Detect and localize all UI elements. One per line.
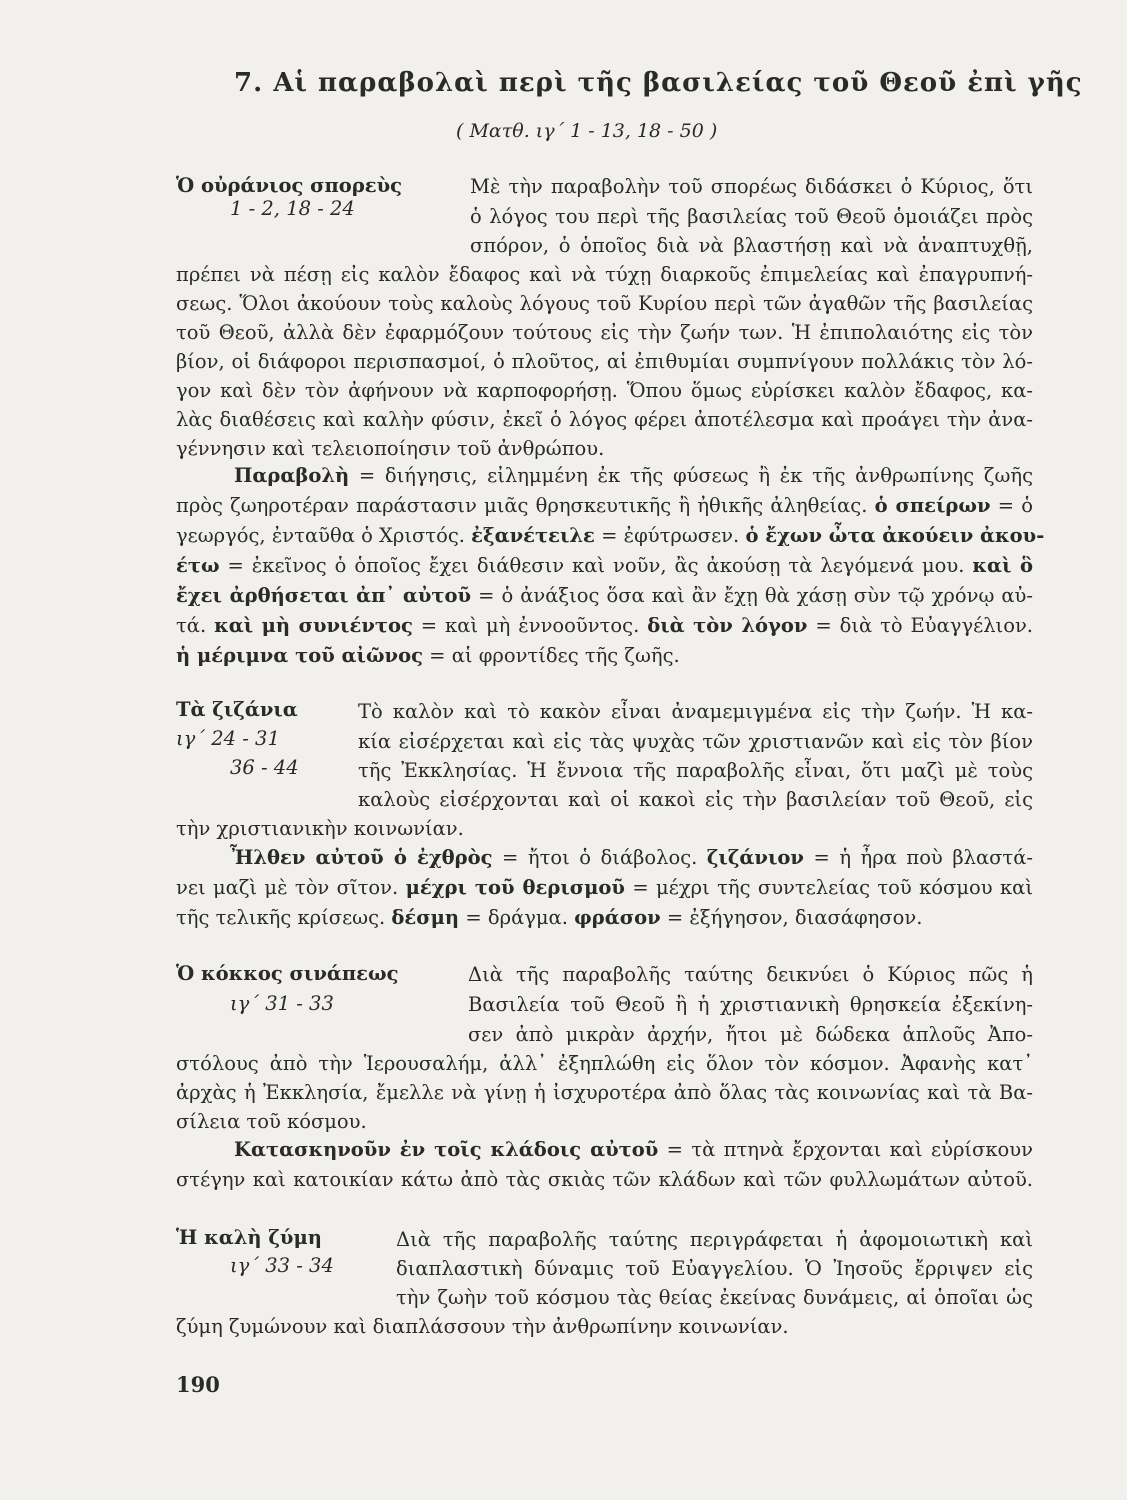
glossary-definition: = ἐκεῖνος ὁ ὁποῖος ἔχει διάθεσιν καὶ νοῦν, ἂς ἀκούσῃ τὰ λεγόμενά μου. <box>219 554 965 577</box>
section-label-sower: Ὁ οὐράνιος σπορεὺς <box>176 174 403 197</box>
text-line: ζύμη ζυμώνουν καὶ διαπλάσσουν τὴν ἀνθρωπίνην κοινωνίαν. <box>176 1315 789 1338</box>
text-line: σεως. Ὅλοι ἀκούουν τοὺς καλοὺς λόγους τοῦ Κυρίου περὶ τῶν ἀγαθῶν τῆς βασιλείας <box>176 292 1033 315</box>
text-line: Βασιλεία τοῦ Θεοῦ ἢ ἡ χριστιανικὴ θρησκεία ἐξεκίνη- <box>468 993 1033 1016</box>
glossary-line <box>234 460 1033 492</box>
chapter-title: 7. Αἱ παραβολαὶ περὶ τῆς βασιλείας τοῦ Θεοῦ ἐπὶ γῆς <box>234 68 1083 98</box>
glossary-term: δέσμη <box>391 906 460 929</box>
glossary-term: ἔχει ἀρθήσεται ἀπ᾽ αὐτοῦ <box>176 584 472 607</box>
text-line: γέννησιν καὶ τελειοποίησιν τοῦ ἀνθρώπου. <box>176 437 605 460</box>
glossary-definition: γεωργός, ἐνταῦθα ὁ Χριστός. <box>176 524 465 547</box>
glossary-line <box>230 842 1033 874</box>
glossary-term: ἐξανέτειλε <box>471 524 595 547</box>
glossary-definition: = διήγησις, εἰλημμένη ἐκ τῆς φύσεως ἢ ἐκ τῆς ἀνθρωπίνης ζωῆς <box>349 464 1033 487</box>
section-ref-tares-2: 36 - 44 <box>230 756 299 779</box>
text-line: ὁ λόγος του περὶ τῆς βασιλείας τοῦ Θεοῦ ὁμοιάζει πρὸς <box>470 205 1033 228</box>
glossary-definition: = μέχρι τῆς συντελείας τοῦ κόσμου καὶ <box>624 876 1033 899</box>
glossary-term: ἡ μέριμνα τοῦ αἰῶνος <box>176 644 423 667</box>
text-line: τὴν χριστιανικὴν κοινωνίαν. <box>176 817 464 840</box>
glossary-definition: = ἐξήγησον, διασάφησον. <box>660 906 923 929</box>
text-line: τοῦ Θεοῦ, ἀλλὰ δὲν ἐφαρμόζουν τούτους εἰς τὴν ζωήν των. Ἡ ἐπιπολαιότης εἰς τὸν <box>176 321 1033 344</box>
section-ref-tares: ιγ΄ 24 - 31 <box>176 727 280 750</box>
text-line: διαπλαστικὴ δύναμις τοῦ Εὐαγγελίου. Ὁ Ἰησοῦς ἔρριψεν εἰς <box>396 1257 1033 1280</box>
section-label-tares: Τὰ ζιζάνια <box>176 698 298 721</box>
glossary-term: φράσον <box>574 906 661 929</box>
text-line: Μὲ τὴν παραβολὴν τοῦ σπορέως διδάσκει ὁ Κύριος, ὅτι <box>470 175 1033 198</box>
section-ref-sower: 1 - 2, 18 - 24 <box>230 197 355 220</box>
glossary-line <box>176 1164 1033 1196</box>
glossary-term: Παραβολὴ <box>234 464 350 487</box>
glossary-definition: = αἱ φροντίδες τῆς ζωῆς. <box>422 644 680 667</box>
text-line: Διὰ τῆς παραβολῆς ταύτης δεικνύει ὁ Κύριος πῶς ἡ <box>468 963 1033 986</box>
glossary-term: ὁ ἔχων ὦτα ἀκούειν ἀκου- <box>745 524 1045 547</box>
glossary-line <box>176 550 1033 582</box>
glossary-line <box>176 872 1033 904</box>
glossary-definition: = δράγμα. <box>459 906 568 929</box>
text-line: σίλεια τοῦ κόσμου. <box>176 1110 367 1133</box>
glossary-line <box>176 640 680 672</box>
text-line: στόλους ἀπὸ τὴν Ἱερουσαλήμ, ἀλλ᾽ ἐξηπλώθη εἰς ὅλον τὸν κόσμον. Ἀφανὴς κατ᾽ <box>176 1052 1033 1075</box>
glossary-line <box>176 610 1033 642</box>
section-label-mustard-seed: Ὁ κόκκος σινάπεως <box>176 962 399 985</box>
text-line: ἀρχὰς ἡ Ἐκκλησία, ἔμελλε νὰ γίνῃ ἡ ἰσχυροτέρα ἀπὸ ὅλας τὰς κοινωνίας καὶ τὰ Βα- <box>176 1081 1033 1104</box>
glossary-definition: τά. <box>176 614 207 637</box>
text-line: λὰς διαθέσεις καὶ καλὴν φύσιν, ἐκεῖ ὁ λόγος φέρει ἀποτέλεσμα καὶ προάγει τὴν ἀνα- <box>176 408 1033 431</box>
text-line: Τὸ καλὸν καὶ τὸ κακὸν εἶναι ἀναμεμιγμένα εἰς τὴν ζωήν. Ἡ κα- <box>358 700 1033 723</box>
text-line: κία εἰσέρχεται καὶ εἰς τὰς ψυχὰς τῶν χριστιανῶν καὶ εἰς τὸν βίον <box>358 730 1033 753</box>
glossary-definition: πρὸς ζωηροτέραν παράστασιν μιᾶς θρησκευτικῆς ἢ ἠθικῆς ἀληθείας. <box>176 494 868 517</box>
glossary-line <box>176 902 922 934</box>
glossary-definition: = ὁ <box>990 494 1034 517</box>
section-ref-mustard-seed: ιγ΄ 31 - 33 <box>230 992 334 1015</box>
glossary-term: καὶ μὴ συνιέντος <box>214 614 413 637</box>
glossary-term: Ἦλθεν αὐτοῦ ὁ ἐχθρὸς <box>230 846 493 869</box>
glossary-term: μέχρι τοῦ θερισμοῦ <box>405 876 625 899</box>
text-line: τὴν ζωὴν τοῦ κόσμου τὰς θείας ἐκείνας δυνάμεις, αἱ ὁποῖαι ὡς <box>396 1286 1033 1309</box>
glossary-term: έτω <box>176 554 220 577</box>
text-line: καλοὺς εἰσέρχονται καὶ οἱ κακοὶ εἰς τὴν βασιλείαν τοῦ Θεοῦ, εἰς <box>358 788 1033 811</box>
scripture-reference: ( Ματθ. ιγ΄ 1 - 13, 18 - 50 ) <box>456 120 718 142</box>
glossary-term: καὶ ὃ <box>972 554 1034 577</box>
text-line: Διὰ τῆς παραβολῆς ταύτης περιγράφεται ἡ ἀφομοιωτικὴ καὶ <box>396 1228 1033 1251</box>
glossary-definition: = ἐφύτρωσεν. <box>594 524 740 547</box>
text-line: πρέπει νὰ πέσῃ εἰς καλὸν ἔδαφος καὶ νὰ τύχῃ διαρκοῦς ἐπιμελείας καὶ ἐπαγρυπνή- <box>176 263 1033 286</box>
section-label-leaven: Ἡ καλὴ ζύμη <box>176 1226 322 1249</box>
page-number: 190 <box>176 1372 220 1397</box>
glossary-term: ζιζάνιον <box>706 846 804 869</box>
text-line: γον καὶ δὲν τὸν ἀφήνουν νὰ καρποφορήσῃ. Ὅπου ὅμως εὑρίσκει καλὸν ἔδαφος, κα- <box>176 379 1033 402</box>
glossary-line <box>176 490 1033 522</box>
glossary-term: Κατασκηνοῦν ἐν τοῖς κλάδοις αὐτοῦ <box>234 1138 659 1161</box>
text-line: σεν ἀπὸ μικρὰν ἀρχήν, ἤτοι μὲ δώδεκα ἁπλοῦς Ἀπο- <box>468 1023 1033 1046</box>
glossary-line <box>176 580 1033 612</box>
text-line: τῆς Ἐκκλησίας. Ἡ ἔννοια τῆς παραβολῆς εἶναι, ὅτι μαζὶ μὲ τοὺς <box>358 759 1033 782</box>
text-line: σπόρον, ὁ ὁποῖος διὰ νὰ βλαστήσῃ καὶ νὰ ἀναπτυχθῇ, <box>470 234 1033 257</box>
glossary-term: ὁ σπείρων <box>874 494 991 517</box>
glossary-line <box>234 1134 1033 1166</box>
glossary-definition: = διὰ τὸ Εὐαγγέλιον. <box>807 614 1033 637</box>
glossary-definition: στέγην καὶ κατοικίαν κάτω ἀπὸ τὰς σκιὰς τῶν κλάδων καὶ τῶν φυλλωμάτων αὐτοῦ. <box>176 1168 1033 1191</box>
glossary-definition: = τὰ πτηνὰ ἔρχονται καὶ εὑρίσκουν <box>658 1138 1033 1161</box>
glossary-definition: = ἡ ἦρα ποὺ βλαστά- <box>803 846 1033 869</box>
glossary-definition: νει μαζὶ μὲ τὸν σῖτον. <box>176 876 399 899</box>
text-line: βίον, οἱ διάφοροι περισπασμοί, ὁ πλοῦτος, αἱ ἐπιθυμίαι συμπνίγουν πολλάκις τὸν λό- <box>176 350 1033 373</box>
glossary-definition: = ὁ ἀνάξιος ὅσα καὶ ἂν ἔχῃ θὰ χάσῃ σὺν τῷ χρόνῳ αὐ- <box>471 584 1033 607</box>
glossary-definition: τῆς τελικῆς κρίσεως. <box>176 906 386 929</box>
glossary-line <box>176 520 1045 552</box>
glossary-definition: = καὶ μὴ ἐννοοῦντος. <box>412 614 640 637</box>
section-ref-leaven: ιγ΄ 33 - 34 <box>230 1254 334 1277</box>
glossary-term: διὰ τὸν λόγον <box>647 614 808 637</box>
glossary-definition: = ἤτοι ὁ διάβολος. <box>492 846 698 869</box>
